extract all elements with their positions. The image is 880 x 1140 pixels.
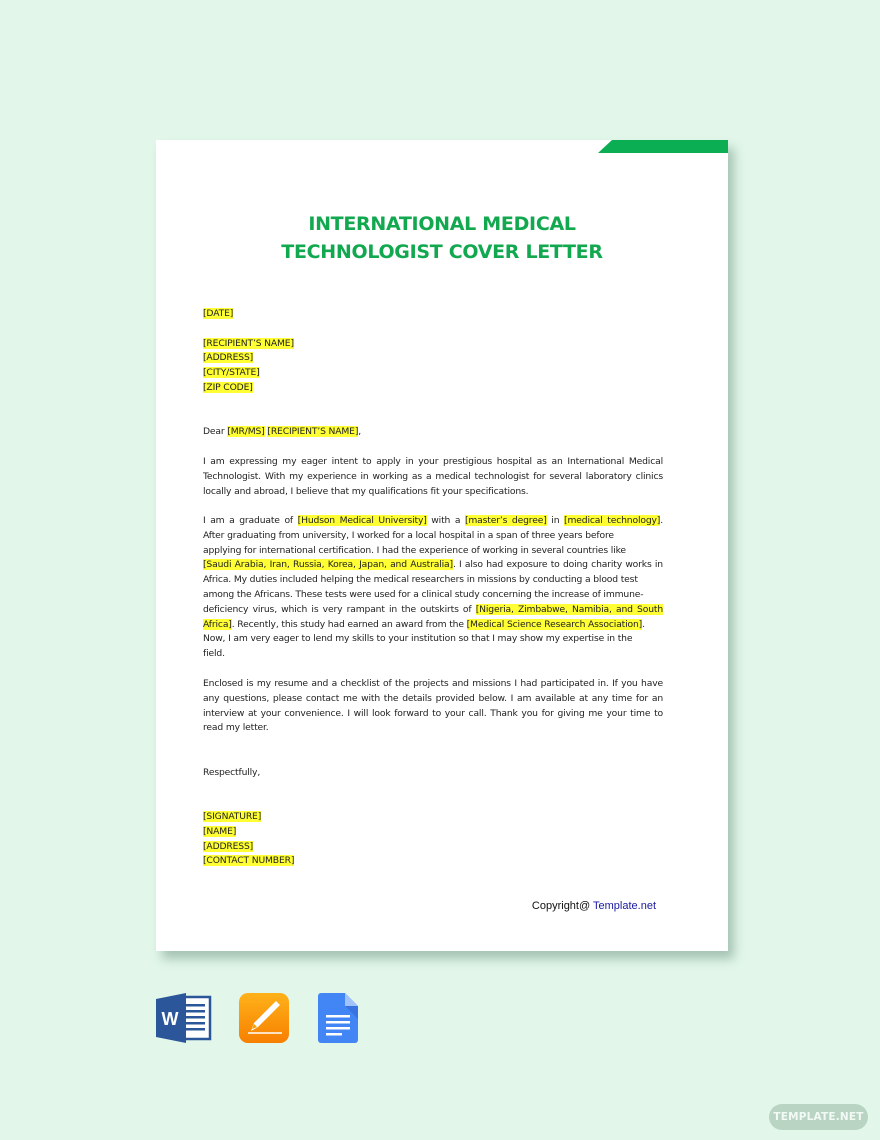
university-placeholder: [Hudson Medical University] [297, 515, 427, 526]
name-placeholder: [NAME] [203, 825, 237, 837]
association-placeholder: [Medical Science Research Association] [466, 618, 643, 630]
signature-placeholder: [SIGNATURE] [203, 811, 262, 822]
header-block [203, 307, 663, 396]
paragraph-2 [203, 514, 663, 662]
paragraph-line: locally and abroad, I believe that my qualifications fit your specifications. [203, 485, 529, 497]
paragraph-line [203, 558, 663, 573]
paragraph-line: Now, I am very eager to lend my skills to your institution so that I may show my expertise in the [203, 633, 633, 645]
paragraph-line: After graduating from university, I worked for a local hospital in a span of three years before [203, 529, 614, 541]
template-net-link[interactable]: Template.net [593, 900, 656, 912]
text: . [642, 618, 645, 630]
title-placeholder: [MR/MS] [227, 426, 265, 437]
corner-accent-bar [598, 140, 728, 153]
closing [203, 766, 663, 781]
degree-placeholder: [master’s degree] [464, 515, 547, 526]
paragraph-line: I am expressing my eager intent to apply in your prestigious hospital as an International Medical [203, 456, 663, 467]
text: . Recently, this study had earned an award from the [231, 618, 467, 630]
title-line-1: INTERNATIONAL MEDICAL [308, 213, 576, 235]
google-docs-icon[interactable] [318, 993, 358, 1048]
paragraph-line: read my letter. [203, 722, 269, 734]
document-page [156, 140, 728, 951]
copyright-label: Copyright@ [531, 900, 594, 912]
closing-text: Respectfully, [203, 767, 261, 778]
microsoft-word-icon[interactable] [156, 993, 212, 1048]
title-line-2: TECHNOLOGIST COVER LETTER [281, 241, 603, 263]
paragraph-line: Africa. My duties included helping the medical researchers in missions by conducting a blood test [203, 574, 638, 586]
salutation-prefix: Dear [203, 426, 228, 437]
salutation-name-placeholder: [RECIPIENT’S NAME] [267, 426, 359, 437]
paragraph-line: any questions, please contact me with the details provided below. I am available at any time for an [203, 692, 663, 704]
paragraph-line [203, 603, 663, 618]
text: . [660, 515, 664, 526]
date-placeholder: [DATE] [203, 308, 234, 319]
text: in [546, 515, 565, 526]
document-title [156, 210, 728, 266]
city-state-placeholder: [CITY/STATE] [203, 367, 260, 379]
paragraph-line: Technologist. With my experience in working as a medical technologist for several laboratory clinics [203, 470, 663, 482]
salutation-comma: , [358, 426, 362, 437]
salutation [203, 425, 663, 440]
paragraph-3 [203, 677, 663, 736]
paragraph-line: among the Africans. These tests were used for a clinical study concerning the increase of immune- [203, 588, 644, 600]
recipient-name-placeholder: [RECIPIENT’S NAME] [203, 337, 294, 349]
african-countries-placeholder: [Nigeria, Zimbabwe, Namibia, and South [475, 603, 663, 615]
text: with a [426, 515, 465, 526]
text: I am a graduate of [203, 515, 298, 526]
paragraph-line [203, 514, 663, 529]
countries-placeholder: [Saudi Arabia, Iran, Russia, Korea, Japan, and Australia] [203, 559, 453, 571]
paragraph-line: field. [203, 648, 225, 660]
svg-text:W: W [161, 1009, 179, 1029]
paragraph-line: Enclosed is my resume and a checklist of the projects and missions I had participated in. If you have [203, 678, 663, 689]
paragraph-line [203, 618, 663, 633]
paragraph-1 [203, 455, 663, 499]
apple-pages-icon[interactable] [238, 993, 290, 1048]
field-placeholder: [medical technology] [564, 515, 661, 526]
zip-code-placeholder: [ZIP CODE] [203, 381, 253, 393]
text: . I also had exposure to doing charity works in [452, 559, 663, 571]
contact-number-placeholder: [CONTACT NUMBER] [203, 855, 295, 867]
african-countries-placeholder-cont: Africa] [203, 618, 232, 630]
copyright-notice [532, 900, 656, 912]
paragraph-line: interview at your convenience. I will look forward to your call. Thank you for giving me your time to [203, 707, 663, 719]
text: deficiency virus, which is very rampant in the outskirts of [203, 603, 476, 615]
template-net-watermark: TEMPLATE.NET [769, 1104, 868, 1130]
paragraph-line: applying for international certification. I had the experience of working in several countries like [203, 544, 626, 556]
signature-address-placeholder: [ADDRESS] [203, 840, 254, 852]
signature-block [203, 810, 663, 869]
address-placeholder: [ADDRESS] [203, 352, 254, 364]
